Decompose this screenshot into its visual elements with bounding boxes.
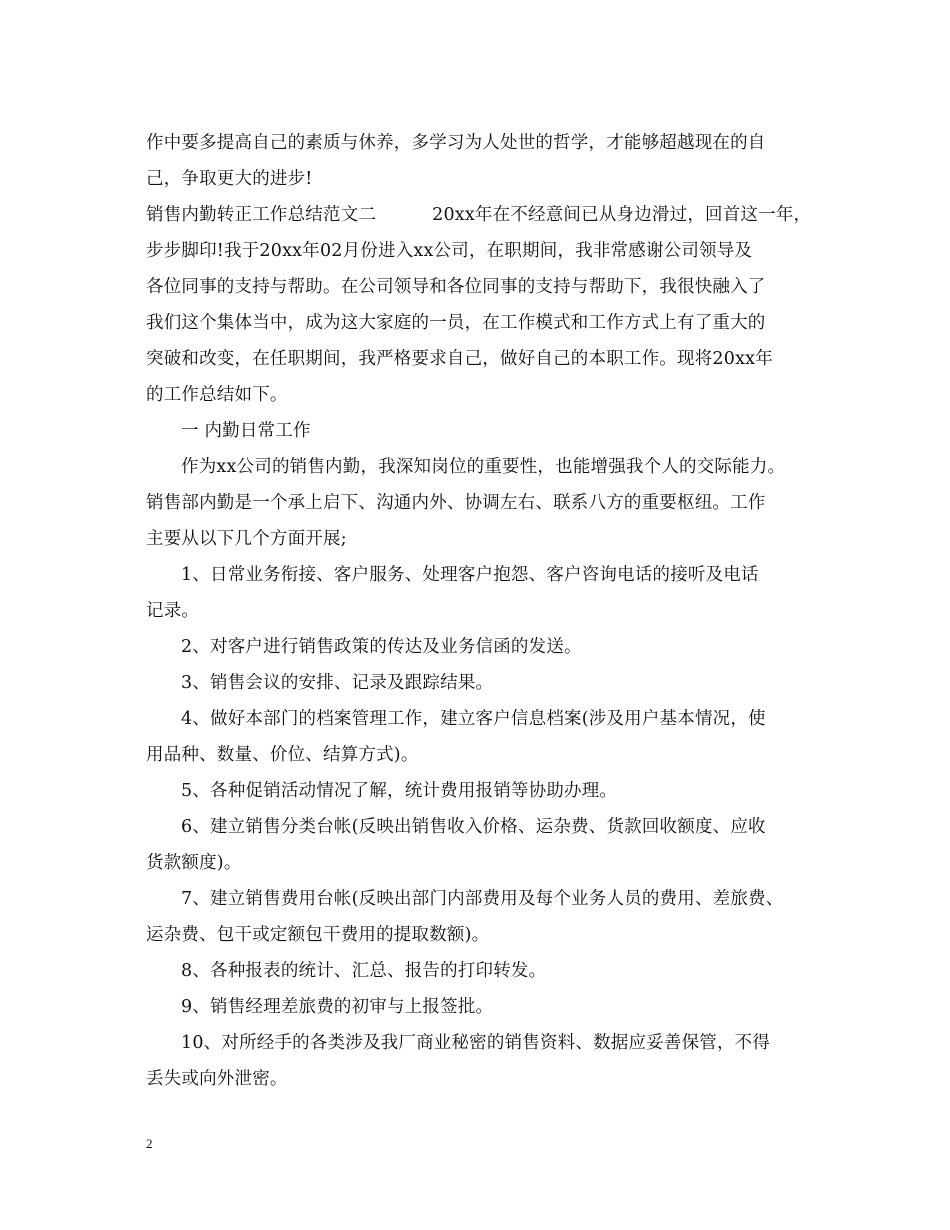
paragraph-line-1: 作为xx公司的销售内勤，我深知岗位的重要性，也能增强我个人的交际能力。	[181, 457, 786, 477]
list-item-6-line-1: 6、建立销售分类台帐(反映出销售收入价格、运杂费、货款回收额度、应收	[181, 817, 766, 837]
list-item-10-line-2: 丢失或向外泄密。	[146, 1069, 288, 1089]
list-item-3: 3、销售会议的安排、记录及跟踪结果。	[181, 673, 494, 693]
paragraph-line-2: 销售部内勤是一个承上启下、沟通内外、协调左右、联系八方的重要枢纽。工作	[146, 493, 766, 513]
list-item-8: 8、各种报表的统计、汇总、报告的打印转发。	[181, 961, 547, 981]
text-line-8: 的工作总结如下。	[146, 385, 288, 405]
section-title: 销售内勤转正工作总结范文二	[146, 205, 377, 225]
list-item-5: 5、各种促销活动情况了解，统计费用报销等协助办理。	[181, 781, 618, 801]
text-line-1: 作中要多提高自己的素质与休养，多学习为人处世的哲学，才能够超越现在的自	[146, 133, 766, 153]
text-line-5: 各位同事的支持与帮助。在公司领导和各位同事的支持与帮助下，我很快融入了	[146, 277, 766, 297]
list-item-1-line-2: 记录。	[146, 601, 200, 621]
paragraph-line-3: 主要从以下几个方面开展;	[146, 529, 347, 549]
list-item-7-line-2: 运杂费、包干或定额包干费用的提取数额)。	[146, 925, 490, 945]
list-item-4-line-2: 用品种、数量、价位、结算方式)。	[146, 745, 419, 765]
text-line-6: 我们这个集体当中，成为这大家庭的一员，在工作模式和工作方式上有了重大的	[146, 313, 766, 333]
list-item-1-line-1: 1、日常业务衔接、客户服务、处理客户抱怨、客户咨询电话的接听及电话	[181, 565, 759, 585]
list-item-7-line-1: 7、建立销售费用台帐(反映出部门内部费用及每个业务人员的费用、差旅费、	[181, 889, 784, 909]
list-item-6-line-2: 货款额度)。	[146, 853, 242, 873]
section-intro: 20xx年在不经意间已从身边滑过，回首这一年，	[432, 205, 812, 225]
list-item-4-line-1: 4、做好本部门的档案管理工作，建立客户信息档案(涉及用户基本情况，使	[181, 709, 766, 729]
text-line-2: 己，争取更大的进步!	[146, 169, 313, 189]
page-number: 2	[146, 1136, 153, 1151]
text-line-4: 步步脚印!我于20xx年02月份进入xx公司，在职期间，我非常感谢公司领导及	[146, 241, 753, 261]
text-line-7: 突破和改变，在任职期间，我严格要求自己，做好自己的本职工作。现将20xx年	[146, 349, 773, 369]
list-item-2: 2、对客户进行销售政策的传达及业务信函的发送。	[181, 637, 582, 657]
heading-daily-work: 一 内勤日常工作	[181, 421, 311, 441]
list-item-9: 9、销售经理差旅费的初审与上报签批。	[181, 997, 494, 1017]
list-item-10-line-1: 10、对所经手的各类涉及我厂商业秘密的销售资料、数据应妥善保管，不得	[181, 1033, 771, 1053]
section-title-line	[146, 203, 811, 227]
